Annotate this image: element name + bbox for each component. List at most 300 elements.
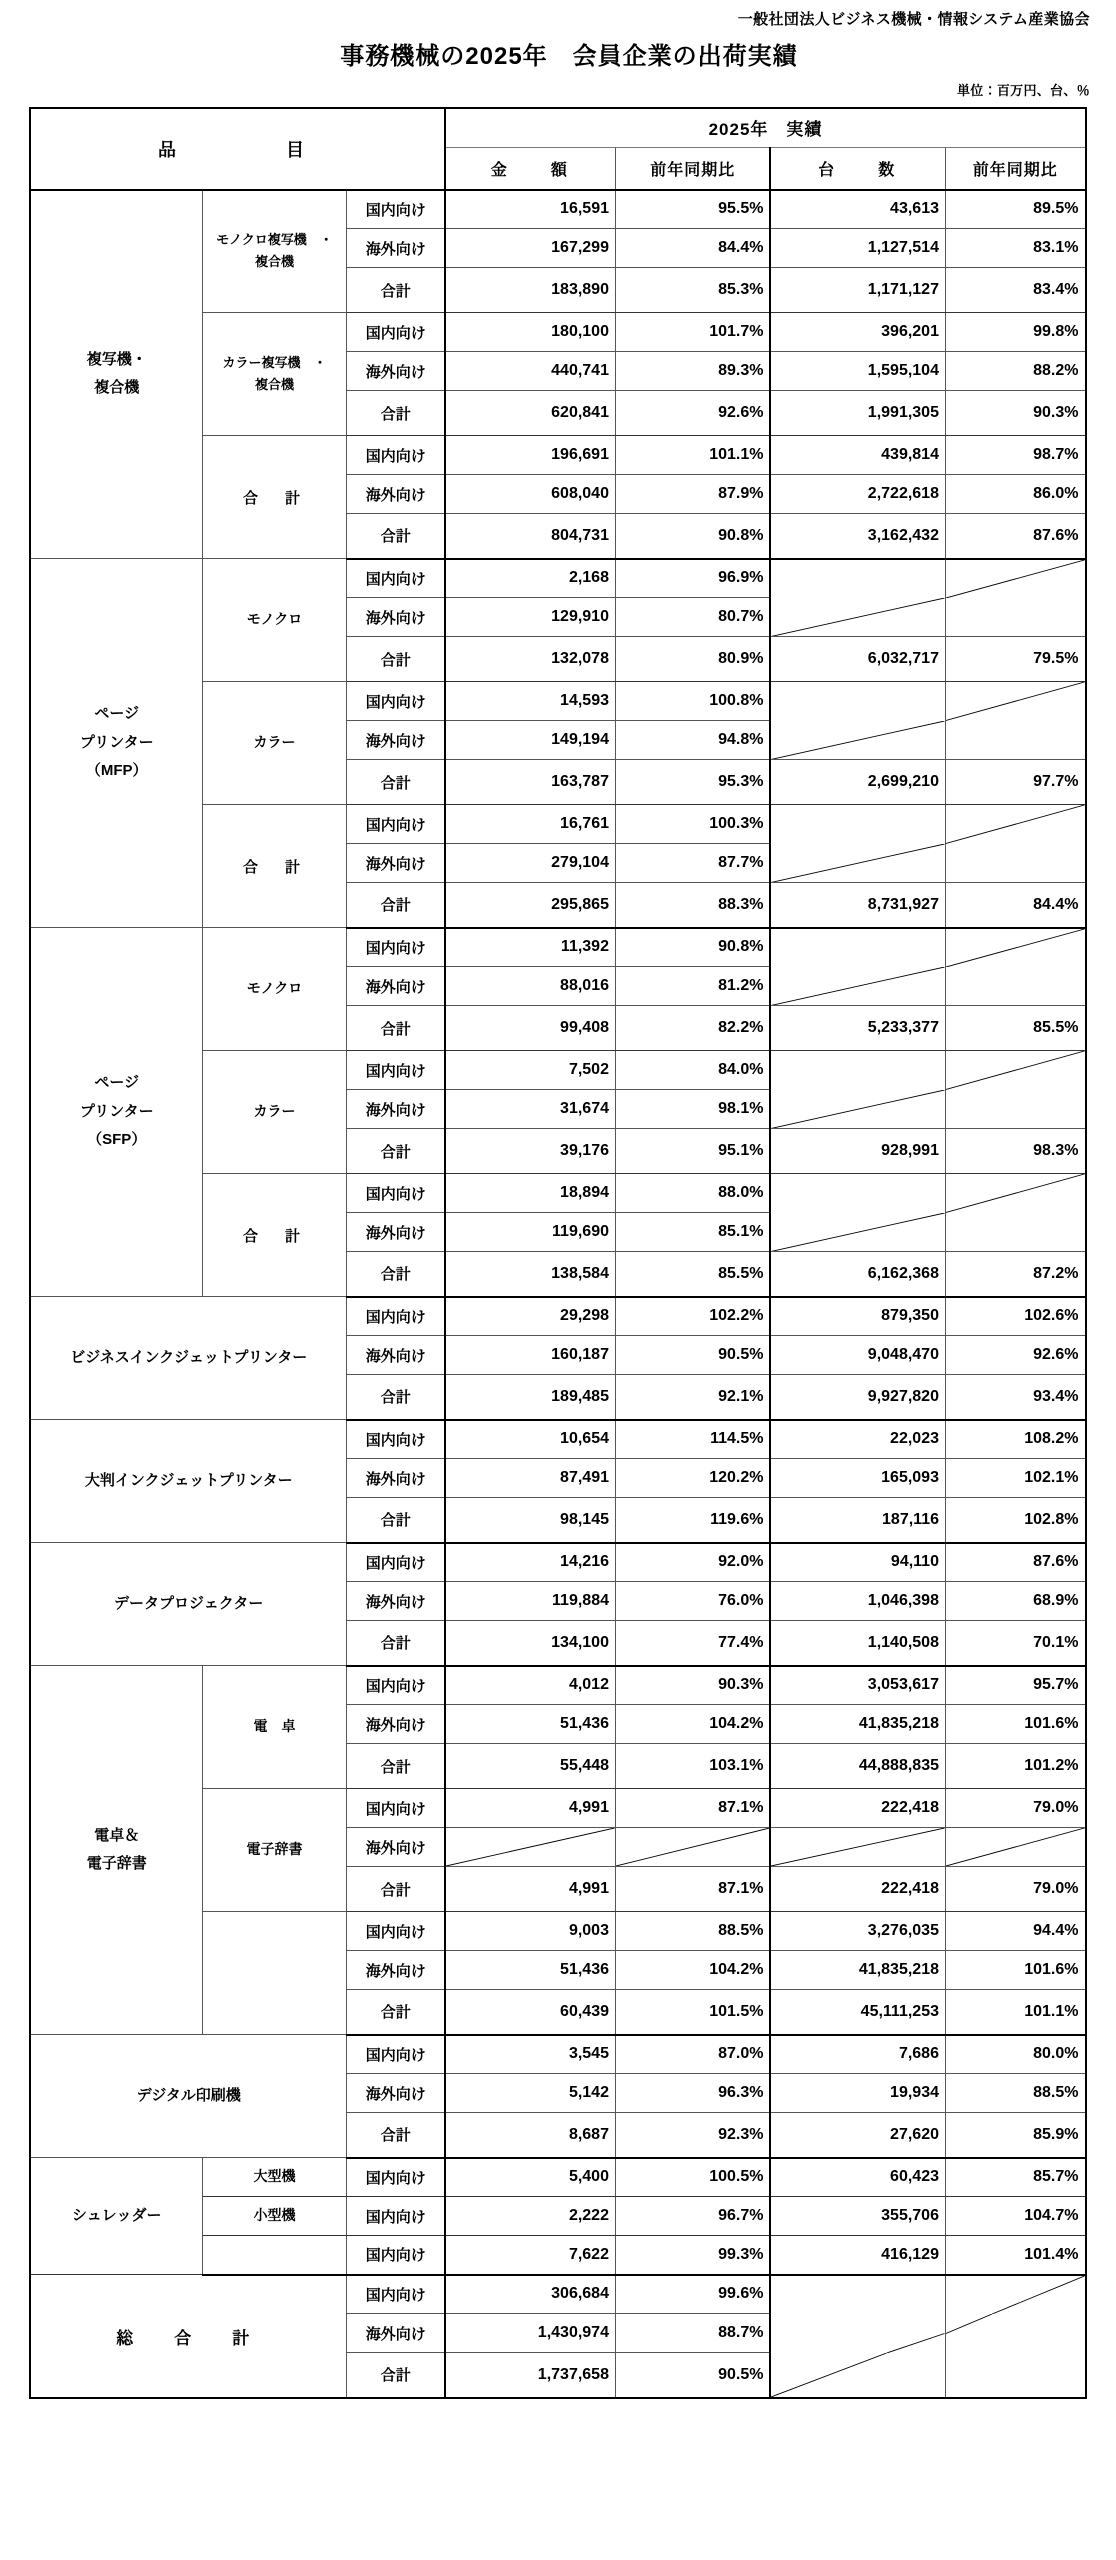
amount-yoy-value: 102.2% <box>615 1297 770 1336</box>
subgroup-label: モノクロ <box>202 559 346 682</box>
amount-value: 5,142 <box>445 2074 615 2113</box>
amount-yoy-value: 101.7% <box>615 313 770 352</box>
amount-value: 132,078 <box>445 637 615 682</box>
units-yoy-value: 94.4% <box>945 1912 1085 1951</box>
units-yoy-value: 88.2% <box>945 352 1085 391</box>
units-yoy-value <box>945 598 1085 637</box>
destination-label: 合計 <box>346 1498 445 1543</box>
units-yoy-value <box>945 2314 1085 2353</box>
units-yoy-value: 80.0% <box>945 2035 1085 2074</box>
amount-yoy-value: 88.5% <box>615 1912 770 1951</box>
subgroup-label: カラー <box>202 1051 346 1174</box>
amount-yoy-value: 88.0% <box>615 1174 770 1213</box>
table-row <box>30 1420 1085 1459</box>
amount-value: 149,194 <box>445 721 615 760</box>
units-yoy-value: 83.1% <box>945 229 1085 268</box>
amount-yoy-value: 104.2% <box>615 1951 770 1990</box>
amount-yoy-value: 87.7% <box>615 844 770 883</box>
destination-label: 合計 <box>346 637 445 682</box>
amount-yoy-value: 87.9% <box>615 475 770 514</box>
group-label: 電卓＆ 電子辞書 <box>30 1666 202 2035</box>
amount-yoy-value: 100.5% <box>615 2158 770 2197</box>
units-yoy-value: 97.7% <box>945 760 1085 805</box>
amount-value: 7,622 <box>445 2236 615 2275</box>
amount-yoy-value: 120.2% <box>615 1459 770 1498</box>
units-yoy-value <box>945 1051 1085 1090</box>
amount-value: 10,654 <box>445 1420 615 1459</box>
units-value: 41,835,218 <box>770 1705 945 1744</box>
units-yoy-value <box>945 682 1085 721</box>
destination-label: 国内向け <box>346 2035 445 2074</box>
amount-value: 5,400 <box>445 2158 615 2197</box>
destination-label: 合計 <box>346 760 445 805</box>
group-label: 総 合 計 <box>30 2275 346 2398</box>
amount-yoy-value: 101.5% <box>615 1990 770 2035</box>
units-value: 94,110 <box>770 1543 945 1582</box>
amount-yoy-value: 92.3% <box>615 2113 770 2158</box>
group-label: 大判インクジェットプリンター <box>30 1420 346 1543</box>
destination-label: 国内向け <box>346 928 445 967</box>
destination-label: 海外向け <box>346 1213 445 1252</box>
destination-label: 国内向け <box>346 1420 445 1459</box>
amount-yoy-value: 90.8% <box>615 928 770 967</box>
subgroup-label: 合 計 <box>202 805 346 928</box>
amount-yoy-value: 87.1% <box>615 1867 770 1912</box>
group-label: シュレッダー <box>30 2158 202 2275</box>
amount-yoy-value: 99.6% <box>615 2275 770 2314</box>
units-value <box>770 967 945 1006</box>
destination-label: 海外向け <box>346 2074 445 2113</box>
amount-yoy-value: 101.1% <box>615 436 770 475</box>
subgroup-label: モノクロ複写機 ・ 複合機 <box>202 190 346 313</box>
amount-yoy-value: 85.1% <box>615 1213 770 1252</box>
units-value: 2,699,210 <box>770 760 945 805</box>
column-header-amount-yoy: 前年同期比 <box>615 148 770 190</box>
amount-yoy-value: 76.0% <box>615 1582 770 1621</box>
units-value <box>770 1174 945 1213</box>
amount-value: 7,502 <box>445 1051 615 1090</box>
amount-value: 279,104 <box>445 844 615 883</box>
amount-yoy-value: 85.3% <box>615 268 770 313</box>
table-row <box>30 1666 1085 1705</box>
units-yoy-value: 85.5% <box>945 1006 1085 1051</box>
units-yoy-value <box>945 1174 1085 1213</box>
units-yoy-value: 102.8% <box>945 1498 1085 1543</box>
subgroup-label: 電 卓 <box>202 1666 346 1789</box>
amount-value: 134,100 <box>445 1621 615 1666</box>
amount-yoy-value: 99.3% <box>615 2236 770 2275</box>
destination-label: 合計 <box>346 1867 445 1912</box>
destination-label: 国内向け <box>346 313 445 352</box>
destination-label: 海外向け <box>346 1090 445 1129</box>
units-yoy-value <box>945 1090 1085 1129</box>
amount-value: 4,012 <box>445 1666 615 1705</box>
group-label: ページ プリンター （SFP） <box>30 928 202 1297</box>
amount-yoy-value: 90.5% <box>615 1336 770 1375</box>
table-row <box>30 559 1085 598</box>
units-value: 45,111,253 <box>770 1990 945 2035</box>
destination-label: 海外向け <box>346 1705 445 1744</box>
destination-label: 国内向け <box>346 1174 445 1213</box>
amount-yoy-value: 103.1% <box>615 1744 770 1789</box>
column-header-amount: 金 額 <box>445 148 615 190</box>
amount-yoy-value: 90.3% <box>615 1666 770 1705</box>
destination-label: 国内向け <box>346 1051 445 1090</box>
amount-value: 4,991 <box>445 1789 615 1828</box>
amount-yoy-value: 94.8% <box>615 721 770 760</box>
amount-value: 9,003 <box>445 1912 615 1951</box>
amount-value: 14,593 <box>445 682 615 721</box>
amount-value: 1,737,658 <box>445 2353 615 2398</box>
units-value: 41,835,218 <box>770 1951 945 1990</box>
amount-yoy-value: 100.8% <box>615 682 770 721</box>
amount-yoy-value: 87.0% <box>615 2035 770 2074</box>
amount-value: 31,674 <box>445 1090 615 1129</box>
units-yoy-value: 70.1% <box>945 1621 1085 1666</box>
amount-yoy-value: 90.8% <box>615 514 770 559</box>
units-value: 22,023 <box>770 1420 945 1459</box>
units-value: 439,814 <box>770 436 945 475</box>
amount-value: 183,890 <box>445 268 615 313</box>
destination-label: 合計 <box>346 268 445 313</box>
units-value: 355,706 <box>770 2197 945 2236</box>
subgroup-label: 合 計 <box>202 1174 346 1297</box>
destination-label: 合計 <box>346 883 445 928</box>
table-header <box>30 108 1085 190</box>
amount-yoy-value: 92.6% <box>615 391 770 436</box>
destination-label: 海外向け <box>346 352 445 391</box>
amount-yoy-value: 98.1% <box>615 1090 770 1129</box>
units-yoy-value: 99.8% <box>945 313 1085 352</box>
units-value: 19,934 <box>770 2074 945 2113</box>
destination-label: 合計 <box>346 1006 445 1051</box>
amount-yoy-value: 84.0% <box>615 1051 770 1090</box>
amount-value: 88,016 <box>445 967 615 1006</box>
amount-yoy-value: 88.3% <box>615 883 770 928</box>
units-value: 3,162,432 <box>770 514 945 559</box>
amount-value: 189,485 <box>445 1375 615 1420</box>
destination-label: 国内向け <box>346 2275 445 2314</box>
column-header-units-yoy: 前年同期比 <box>945 148 1085 190</box>
amount-value: 1,430,974 <box>445 2314 615 2353</box>
units-yoy-value: 101.1% <box>945 1990 1085 2035</box>
units-yoy-value: 79.5% <box>945 637 1085 682</box>
units-value: 222,418 <box>770 1789 945 1828</box>
amount-value: 440,741 <box>445 352 615 391</box>
units-value: 3,276,035 <box>770 1912 945 1951</box>
destination-label: 国内向け <box>346 190 445 229</box>
amount-yoy-value: 85.5% <box>615 1252 770 1297</box>
destination-label: 海外向け <box>346 1336 445 1375</box>
amount-value: 119,884 <box>445 1582 615 1621</box>
destination-label: 国内向け <box>346 436 445 475</box>
amount-value <box>445 1828 615 1867</box>
amount-value: 98,145 <box>445 1498 615 1543</box>
units-yoy-value: 86.0% <box>945 475 1085 514</box>
table-row <box>30 2158 1085 2197</box>
units-yoy-value: 88.5% <box>945 2074 1085 2113</box>
table-row <box>30 2035 1085 2074</box>
destination-label: 国内向け <box>346 805 445 844</box>
amount-yoy-value: 92.1% <box>615 1375 770 1420</box>
units-value: 9,927,820 <box>770 1375 945 1420</box>
destination-label: 合計 <box>346 2353 445 2398</box>
units-value: 187,116 <box>770 1498 945 1543</box>
column-header-item: 品 目 <box>30 108 445 190</box>
amount-value: 3,545 <box>445 2035 615 2074</box>
units-value: 879,350 <box>770 1297 945 1336</box>
units-yoy-value <box>945 928 1085 967</box>
amount-value: 18,894 <box>445 1174 615 1213</box>
amount-value: 163,787 <box>445 760 615 805</box>
subgroup-label: 大型機 <box>202 2158 346 2197</box>
destination-label: 国内向け <box>346 2158 445 2197</box>
units-yoy-value: 101.6% <box>945 1705 1085 1744</box>
subgroup-label: カラー複写機 ・ 複合機 <box>202 313 346 436</box>
units-value: 1,127,514 <box>770 229 945 268</box>
group-label: 複写機・ 複合機 <box>30 190 202 559</box>
destination-label: 合計 <box>346 514 445 559</box>
group-label: ページ プリンター （MFP） <box>30 559 202 928</box>
destination-label: 海外向け <box>346 844 445 883</box>
units-yoy-value: 98.3% <box>945 1129 1085 1174</box>
amount-value: 39,176 <box>445 1129 615 1174</box>
subgroup-label: カラー <box>202 682 346 805</box>
units-yoy-value: 108.2% <box>945 1420 1085 1459</box>
units-value <box>770 559 945 598</box>
destination-label: 国内向け <box>346 1789 445 1828</box>
amount-value: 804,731 <box>445 514 615 559</box>
units-value <box>770 682 945 721</box>
subgroup-label: 小型機 <box>202 2197 346 2236</box>
units-yoy-value <box>945 2353 1085 2398</box>
destination-label: 海外向け <box>346 1951 445 1990</box>
units-value <box>770 1213 945 1252</box>
page-title: 事務機械の2025年 会員企業の出荷実績 <box>340 42 798 70</box>
units-yoy-value: 90.3% <box>945 391 1085 436</box>
amount-value: 8,687 <box>445 2113 615 2158</box>
destination-label: 合計 <box>346 1744 445 1789</box>
units-value <box>770 2275 945 2314</box>
units-yoy-value: 98.7% <box>945 436 1085 475</box>
destination-label: 合計 <box>346 1252 445 1297</box>
destination-label: 海外向け <box>346 967 445 1006</box>
amount-yoy-value: 90.5% <box>615 2353 770 2398</box>
amount-value: 119,690 <box>445 1213 615 1252</box>
subgroup-label: 合 計 <box>202 436 346 559</box>
units-yoy-value <box>945 559 1085 598</box>
units-yoy-value: 83.4% <box>945 268 1085 313</box>
amount-yoy-value: 80.9% <box>615 637 770 682</box>
amount-yoy-value: 88.7% <box>615 2314 770 2353</box>
units-value: 1,140,508 <box>770 1621 945 1666</box>
amount-yoy-value: 114.5% <box>615 1420 770 1459</box>
destination-label: 国内向け <box>346 1666 445 1705</box>
units-value <box>770 598 945 637</box>
amount-yoy-value: 77.4% <box>615 1621 770 1666</box>
table-body <box>30 190 1085 2398</box>
amount-value: 87,491 <box>445 1459 615 1498</box>
subgroup-label <box>202 1912 346 2035</box>
units-yoy-value: 101.2% <box>945 1744 1085 1789</box>
destination-label: 海外向け <box>346 475 445 514</box>
units-value: 6,032,717 <box>770 637 945 682</box>
units-value <box>770 844 945 883</box>
amount-value: 306,684 <box>445 2275 615 2314</box>
amount-yoy-value: 95.5% <box>615 190 770 229</box>
destination-label: 海外向け <box>346 1582 445 1621</box>
units-yoy-value: 79.0% <box>945 1867 1085 1912</box>
destination-label: 国内向け <box>346 1912 445 1951</box>
column-header-units: 台 数 <box>770 148 945 190</box>
units-value: 928,991 <box>770 1129 945 1174</box>
amount-yoy-value: 89.3% <box>615 352 770 391</box>
amount-value: 160,187 <box>445 1336 615 1375</box>
amount-yoy-value: 96.7% <box>615 2197 770 2236</box>
amount-yoy-value: 96.3% <box>615 2074 770 2113</box>
amount-yoy-value <box>615 1828 770 1867</box>
units-yoy-value <box>945 1213 1085 1252</box>
units-yoy-value: 95.7% <box>945 1666 1085 1705</box>
amount-value: 55,448 <box>445 1744 615 1789</box>
units-yoy-value: 84.4% <box>945 883 1085 928</box>
destination-label: 国内向け <box>346 559 445 598</box>
destination-label: 国内向け <box>346 2236 445 2275</box>
destination-label: 海外向け <box>346 2314 445 2353</box>
destination-label: 海外向け <box>346 721 445 760</box>
amount-value: 2,222 <box>445 2197 615 2236</box>
units-yoy-value: 89.5% <box>945 190 1085 229</box>
units-value: 27,620 <box>770 2113 945 2158</box>
units-value: 60,423 <box>770 2158 945 2197</box>
amount-value: 16,591 <box>445 190 615 229</box>
destination-label: 海外向け <box>346 1828 445 1867</box>
destination-label: 国内向け <box>346 1543 445 1582</box>
units-value: 3,053,617 <box>770 1666 945 1705</box>
units-yoy-value: 102.6% <box>945 1297 1085 1336</box>
table-row <box>30 1543 1085 1582</box>
destination-label: 国内向け <box>346 1297 445 1336</box>
units-yoy-value <box>945 1828 1085 1867</box>
amount-value: 608,040 <box>445 475 615 514</box>
subgroup-label: モノクロ <box>202 928 346 1051</box>
amount-yoy-value: 96.9% <box>615 559 770 598</box>
units-value: 8,731,927 <box>770 883 945 928</box>
units-yoy-value: 92.6% <box>945 1336 1085 1375</box>
units-yoy-value <box>945 721 1085 760</box>
units-value <box>770 805 945 844</box>
amount-value: 16,761 <box>445 805 615 844</box>
units-value: 5,233,377 <box>770 1006 945 1051</box>
destination-label: 合計 <box>346 391 445 436</box>
units-value: 1,991,305 <box>770 391 945 436</box>
units-value: 44,888,835 <box>770 1744 945 1789</box>
units-value: 7,686 <box>770 2035 945 2074</box>
units-yoy-value: 87.2% <box>945 1252 1085 1297</box>
amount-value: 11,392 <box>445 928 615 967</box>
amount-value: 138,584 <box>445 1252 615 1297</box>
destination-label: 国内向け <box>346 682 445 721</box>
subgroup-label: 電子辞書 <box>202 1789 346 1912</box>
units-value <box>770 1090 945 1129</box>
amount-yoy-value: 92.0% <box>615 1543 770 1582</box>
amount-value: 295,865 <box>445 883 615 928</box>
amount-yoy-value: 95.3% <box>615 760 770 805</box>
destination-label: 国内向け <box>346 2197 445 2236</box>
units-value <box>770 1828 945 1867</box>
units-value: 43,613 <box>770 190 945 229</box>
units-yoy-value: 101.6% <box>945 1951 1085 1990</box>
destination-label: 合計 <box>346 1129 445 1174</box>
destination-label: 海外向け <box>346 598 445 637</box>
destination-label: 合計 <box>346 1990 445 2035</box>
units-yoy-value: 68.9% <box>945 1582 1085 1621</box>
units-value <box>770 2314 945 2353</box>
amount-value: 620,841 <box>445 391 615 436</box>
destination-label: 合計 <box>346 1621 445 1666</box>
amount-yoy-value: 80.7% <box>615 598 770 637</box>
column-header-period: 2025年 実績 <box>445 108 1085 148</box>
units-value: 1,046,398 <box>770 1582 945 1621</box>
unit-note: 単位：百万円、台、％ <box>956 82 1090 98</box>
destination-label: 合計 <box>346 1375 445 1420</box>
amount-value: 167,299 <box>445 229 615 268</box>
units-value: 2,722,618 <box>770 475 945 514</box>
subgroup-label <box>202 2236 346 2275</box>
units-yoy-value <box>945 805 1085 844</box>
amount-yoy-value: 100.3% <box>615 805 770 844</box>
units-yoy-value: 93.4% <box>945 1375 1085 1420</box>
amount-value: 180,100 <box>445 313 615 352</box>
units-yoy-value: 102.1% <box>945 1459 1085 1498</box>
table-row <box>30 2275 1085 2314</box>
table-row <box>30 190 1085 229</box>
destination-label: 海外向け <box>346 1459 445 1498</box>
amount-yoy-value: 95.1% <box>615 1129 770 1174</box>
destination-label: 海外向け <box>346 229 445 268</box>
units-yoy-value: 101.4% <box>945 2236 1085 2275</box>
units-value <box>770 2353 945 2398</box>
units-value: 416,129 <box>770 2236 945 2275</box>
amount-value: 99,408 <box>445 1006 615 1051</box>
amount-yoy-value: 81.2% <box>615 967 770 1006</box>
units-yoy-value: 85.7% <box>945 2158 1085 2197</box>
table-row <box>30 1297 1085 1336</box>
amount-value: 14,216 <box>445 1543 615 1582</box>
units-yoy-value <box>945 2275 1085 2314</box>
units-value: 165,093 <box>770 1459 945 1498</box>
amount-yoy-value: 87.1% <box>615 1789 770 1828</box>
amount-yoy-value: 119.6% <box>615 1498 770 1543</box>
units-value: 1,171,127 <box>770 268 945 313</box>
amount-value: 196,691 <box>445 436 615 475</box>
group-label: ビジネスインクジェットプリンター <box>30 1297 346 1420</box>
organization-name: 一般社団法人ビジネス機械・情報システム産業協会 <box>737 11 1090 28</box>
amount-value: 51,436 <box>445 1705 615 1744</box>
amount-value: 29,298 <box>445 1297 615 1336</box>
units-yoy-value: 85.9% <box>945 2113 1085 2158</box>
amount-yoy-value: 82.2% <box>615 1006 770 1051</box>
amount-value: 2,168 <box>445 559 615 598</box>
group-label: データプロジェクター <box>30 1543 346 1666</box>
destination-label: 合計 <box>346 2113 445 2158</box>
amount-yoy-value: 104.2% <box>615 1705 770 1744</box>
units-yoy-value: 87.6% <box>945 514 1085 559</box>
amount-value: 129,910 <box>445 598 615 637</box>
units-value: 9,048,470 <box>770 1336 945 1375</box>
amount-value: 60,439 <box>445 1990 615 2035</box>
units-yoy-value: 104.7% <box>945 2197 1085 2236</box>
